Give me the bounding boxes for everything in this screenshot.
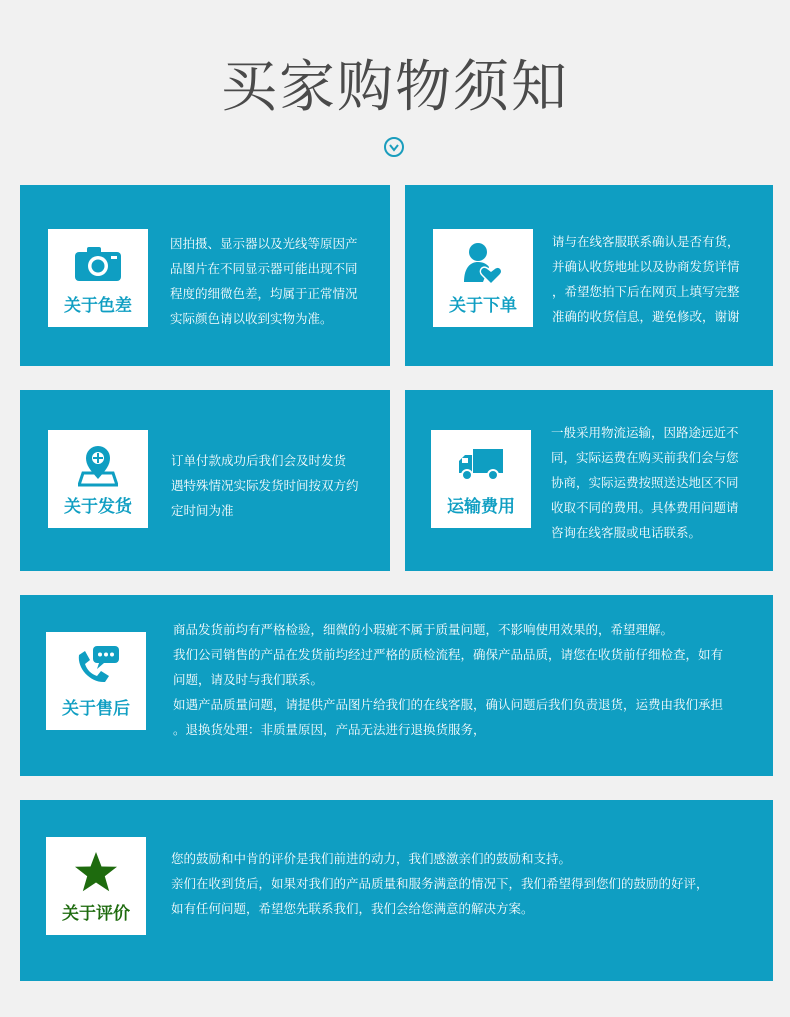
card-reviews — [20, 800, 773, 981]
text-line: 同，实际运费在购买前我们会与您 — [551, 450, 739, 465]
text-line: 定时间为准 — [171, 503, 234, 518]
card-label: 关于下单 — [449, 296, 517, 316]
card-placing-order — [405, 185, 773, 366]
text-line: 遇特殊情况实际发货时间按双方约 — [171, 478, 359, 493]
after-sales-badge — [46, 632, 146, 730]
text-line: ，希望您拍下后在网页上填写完整 — [552, 284, 740, 299]
card-shipping — [20, 390, 390, 571]
text-line: 问题，请及时与我们联系。 — [173, 672, 324, 687]
card-text — [171, 846, 709, 921]
freight-badge — [431, 430, 531, 528]
text-line: 请与在线客服联系确认是否有货， — [552, 234, 740, 249]
text-line: 品图片在不同显示器可能出现不同 — [170, 261, 358, 276]
card-text — [552, 229, 740, 329]
text-line: 收取不同的费用。具体费用问题请 — [551, 500, 739, 515]
color-difference-badge — [48, 229, 148, 327]
card-text — [170, 231, 358, 331]
card-freight — [405, 390, 773, 571]
text-line: 商品发货前均有严格检验，细微的小瑕疵不属于质量问题，不影响使用效果的，希望理解。 — [173, 622, 674, 637]
truck-icon — [457, 442, 505, 488]
card-color-difference — [20, 185, 390, 366]
phone-chat-icon — [71, 644, 121, 690]
card-label: 关于售后 — [62, 699, 130, 719]
text-line: 协商，实际运费按照送达地区不同 — [551, 475, 739, 490]
card-label: 运输费用 — [447, 497, 515, 517]
reviews-badge — [46, 837, 146, 935]
shipping-badge — [48, 430, 148, 528]
text-line: 如遇产品质量问题，请提供产品图片给我们的在线客服，确认问题后我们负责退货，运费由我们承担 — [173, 697, 724, 712]
star-icon — [74, 849, 118, 895]
map-pin-icon — [78, 442, 118, 488]
text-line: 我们公司销售的产品在发货前均经过严格的质检流程，确保产品品质，请您在收货前仔细检查，如有 — [173, 647, 724, 662]
card-label: 关于色差 — [64, 296, 132, 316]
card-label: 关于评价 — [62, 904, 130, 924]
text-line: 因拍摄、显示器以及光线等原因产 — [170, 236, 358, 251]
card-text — [551, 420, 739, 545]
text-line: 亲们在收到货后，如果对我们的产品质量和服务满意的情况下，我们希望得到您们的鼓励的好评， — [171, 876, 709, 891]
text-line: 咨询在线客服或电话联系。 — [551, 525, 702, 540]
card-after-sales — [20, 595, 773, 776]
text-line: 您的鼓励和中肯的评价是我们前进的动力，我们感激亲们的鼓励和支持。 — [171, 851, 572, 866]
card-text — [173, 617, 723, 742]
page-title: 买家购物须知 — [221, 55, 569, 120]
camera-icon — [73, 241, 123, 287]
text-line: 一般采用物流运输，因路途远近不 — [551, 425, 739, 440]
placing-order-badge — [433, 229, 533, 327]
text-line: 。退换货处理：非质量原因，产品无法进行退换货服务， — [173, 722, 486, 737]
user-heart-icon — [463, 241, 503, 287]
card-label: 关于发货 — [64, 497, 132, 517]
text-line: 程度的细微色差，均属于正常情况 — [170, 286, 358, 301]
text-line: 如有任何问题，希望您先联系我们，我们会给您满意的解决方案。 — [171, 901, 534, 916]
text-line: 准确的收货信息，避免修改，谢谢 — [552, 309, 740, 324]
chevron-down-icon — [384, 137, 404, 157]
text-line: 订单付款成功后我们会及时发货 — [171, 453, 347, 468]
text-line: 并确认收货地址以及协商发货详情 — [552, 259, 740, 274]
text-line: 实际颜色请以收到实物为准。 — [170, 311, 333, 326]
card-text — [171, 448, 359, 523]
